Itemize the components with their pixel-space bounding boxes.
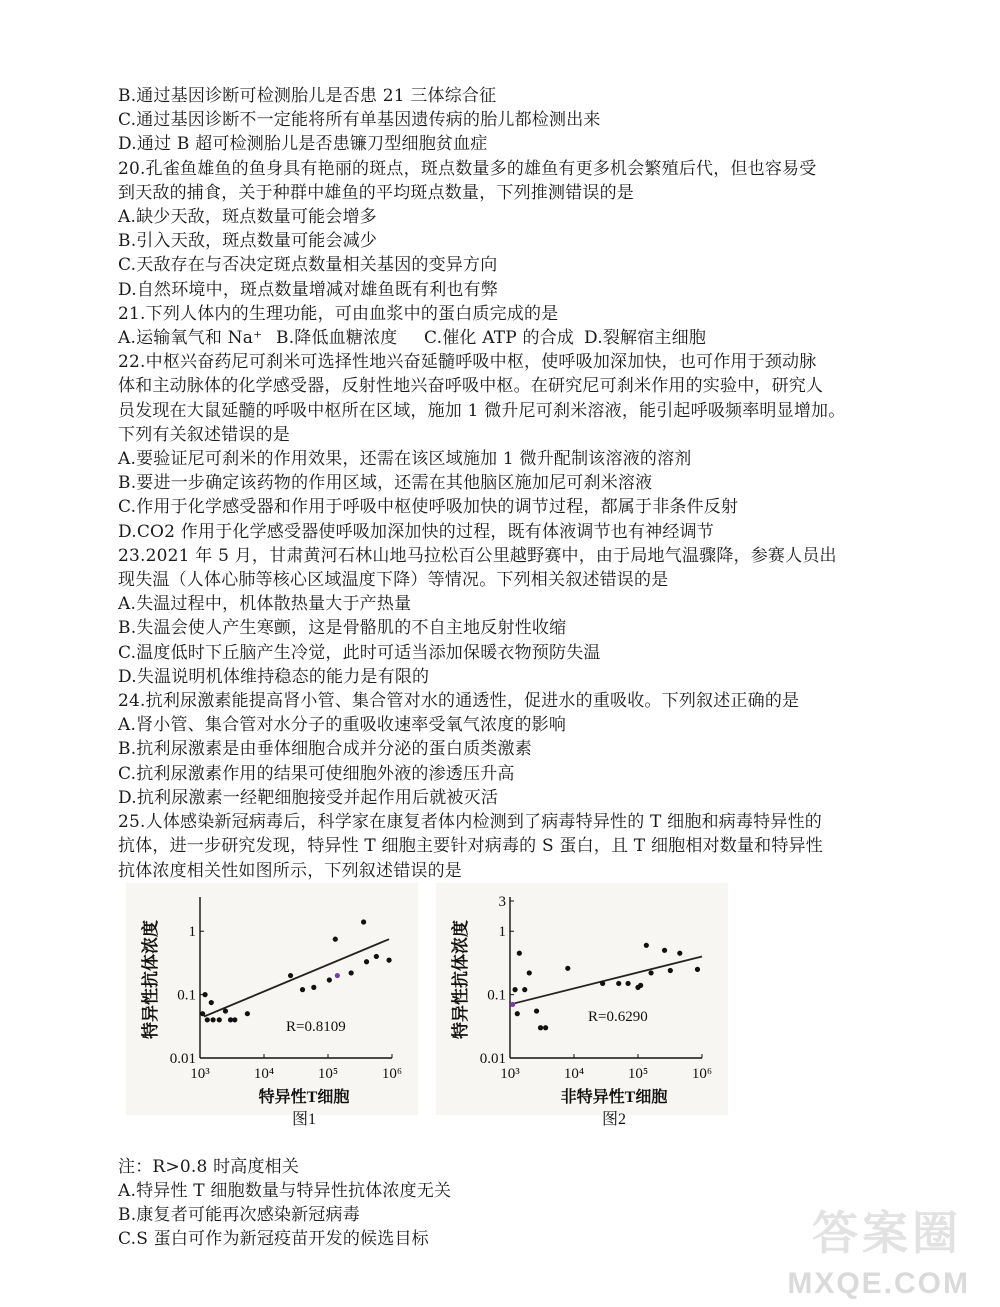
x-tick-label: 10³ [190,1065,210,1082]
y-tick-label: 0.1 [487,987,506,1004]
figures-row [118,883,908,1155]
question-block-top [118,84,908,326]
x-axis-label: 特异性T细胞 [258,1088,350,1106]
data-point [522,987,527,992]
y-tick-label: 3 [498,893,506,910]
text-line: D.通过 B 超可检测胎儿是否患镰刀型细胞贫血症 [118,134,488,155]
data-point [288,973,293,978]
q21-option-b: B.降低血糖浓度 [276,328,398,349]
exam-page [118,84,908,1252]
text-line: D.失温说明机体维持稳态的能力是有限的 [118,666,430,687]
question-block-mid [118,350,908,882]
text-line: 23.2021 年 5 月，甘肃黄河石林山地马拉松百公里越野赛中，由于局地气温骤降，参赛人员出 [118,545,837,566]
text-line: D.自然环境中，斑点数量增减对雄鱼既有利也有弊 [118,279,499,300]
figure-1 [122,883,422,1159]
text-line: C.通过基因诊断不一定能将所有单基因遗传病的胎儿都检测出来 [118,110,601,131]
data-point [668,968,673,973]
data-point [512,987,517,992]
data-point [327,977,332,982]
watermark-logo-text: 答案圈 [812,1206,962,1260]
text-line: A.肾小管、集合管对水分子的重吸收速率受氧气浓度的影响 [118,715,567,736]
data-point [515,1011,520,1016]
text-line: B.引入天敌，斑点数量可能会减少 [118,231,378,252]
x-tick-label: 10⁵ [317,1065,339,1082]
text-line: A.特异性 T 细胞数量与特异性抗体浓度无关 [118,1180,452,1201]
data-point [648,970,653,975]
text-line: 到天敌的捕食，关于种群中雄鱼的平均斑点数量，下列推测错误的是 [118,182,634,203]
data-point [662,947,667,952]
text-line: A.要验证尼可刹米的作用效果，还需在该区域施加 1 微升配制该溶液的溶剂 [118,449,692,470]
text-line: 注：R>0.8 时高度相关 [118,1156,300,1177]
text-line: A.失温过程中，机体散热量大于产热量 [118,594,412,615]
text-line: D.抗利尿激素一经靶细胞接受并起作用后就被灭活 [118,787,499,808]
data-point [245,1011,250,1016]
text-line: 20.孔雀鱼雄鱼的鱼身具有艳丽的斑点，斑点数量多的雄鱼有更多机会繁殖后代，但也容易受 [118,158,817,179]
question-block-bottom [118,1155,908,1252]
data-point [202,992,207,997]
text-line: B.康复者可能再次感染新冠病毒 [118,1205,360,1226]
watermark-url: MXQE.COM [787,1267,970,1300]
y-axis-label: 特异性抗体浓度 [451,919,470,1039]
data-point [374,954,379,959]
data-point [538,1025,543,1030]
q21-option-a: A.运输氧气和 Na⁺ [118,328,263,349]
text-line: 24.抗利尿激素能提高肾小管、集合管对水的通透性，促进水的重吸收。下列叙述正确的是 [118,691,800,712]
q21-option-c: C.催化 ATP 的合成 [424,328,575,349]
y-tick-label: 0.01 [169,1050,196,1067]
data-point [644,942,649,947]
text-line: C.作用于化学感受器和作用于呼吸中枢使呼吸加快的调节过程，都属于非条件反射 [118,497,739,518]
text-line: 抗体，进一步研究发现，特异性 T 细胞主要针对病毒的 S 蛋白，且 T 细胞相对数量和特异性 [118,836,823,857]
data-point [616,981,621,986]
data-point [517,950,522,955]
text-line: B.要进一步确定该药物的作用区域，还需在其他脑区施加尼可刹米溶液 [118,473,653,494]
data-point [205,1017,210,1022]
text-line: A.缺少天敌，斑点数量可能会增多 [118,207,377,228]
text-line: 体和主动脉体的化学感受器，反射性地兴奋呼吸中枢。在研究尼可刹米作用的实验中，研究人 [118,376,824,397]
data-point [364,959,369,964]
y-tick-label: 1 [188,923,196,940]
text-line: C.天敌存在与否决定斑点数量相关基因的变异方向 [118,255,498,276]
data-point [349,970,354,975]
data-point [311,985,316,990]
data-point [600,981,605,986]
x-tick-label: 10⁴ [253,1065,275,1082]
q21-options [118,326,908,350]
x-axis-label: 非特异性T细胞 [560,1088,668,1106]
text-line: B.通过基因诊断可检测胎儿是否患 21 三体综合征 [118,86,497,106]
r-value-annotation: R=0.8109 [286,1018,346,1035]
data-point [638,982,643,987]
text-line: 抗体浓度相关性如图所示，下列叙述错误的是 [118,860,462,881]
data-point [333,936,338,941]
r-value-annotation: R=0.6290 [588,1008,648,1025]
data-point [335,973,340,978]
data-point [223,1008,228,1013]
data-point [300,987,305,992]
x-tick-label: 10³ [500,1065,520,1082]
y-tick-label: 1 [498,923,506,940]
data-point [386,957,391,962]
figure-title: 图1 [291,1110,317,1128]
data-point [534,1008,539,1013]
text-line: D.CO2 作用于化学感受器使呼吸加深加快的过程，既有体液调节也有神经调节 [118,521,714,542]
data-point [695,967,700,972]
data-point [217,1017,222,1022]
x-tick-label: 10⁶ [691,1065,713,1082]
data-point [209,1000,214,1005]
data-point [625,981,630,986]
q21-option-d: D.裂解宿主细胞 [584,328,707,349]
text-line: 现失温（人体心肺等核心区域温度下降）等情况。下列相关叙述错误的是 [118,570,669,591]
figure-1-chart [122,883,422,1155]
data-point [565,965,570,970]
text-line: 22.中枢兴奋药尼可刹米可选择性地兴奋延髓呼吸中枢，使呼吸加深加快，也可作用于颈动脉 [118,352,817,373]
text-line: C.抗利尿激素作用的结果可使细胞外液的渗透压升高 [118,763,515,784]
data-point [200,1011,205,1016]
text-line: 25.人体感染新冠病毒后，科学家在康复者体内检测到了病毒特异性的 T 细胞和病毒特异性的 [118,812,822,833]
data-point [677,950,682,955]
data-point [232,1017,237,1022]
y-tick-label: 0.1 [177,987,196,1004]
text-line: C.温度低时下丘脑产生冷觉，此时可适当添加保暖衣物预防失温 [118,642,601,663]
y-axis-label: 特异性抗体浓度 [141,919,160,1039]
y-tick-label: 0.01 [479,1050,506,1067]
data-point [543,1025,548,1030]
data-point [210,1017,215,1022]
figure-title: 图2 [601,1110,627,1128]
data-point [510,1002,515,1007]
x-tick-label: 10⁶ [381,1065,403,1082]
x-tick-label: 10⁵ [627,1065,649,1082]
data-point [361,919,366,924]
text-line: C.S 蛋白可作为新冠疫苗开发的候选目标 [118,1229,429,1250]
text-line: B.失温会使人产生寒颤，这是骨骼肌的不自主地反射性收缩 [118,618,567,639]
text-line: 员发现在大鼠延髓的呼吸中枢所在区域，施加 1 微升尼可刹米溶液，能引起呼吸频率明显增加。 [118,400,846,421]
data-point [527,970,532,975]
figure-2 [432,883,732,1159]
text-line: 下列有关叙述错误的是 [118,424,290,445]
x-tick-label: 10⁴ [563,1065,585,1082]
text-line: B.抗利尿激素是由垂体细胞合成并分泌的蛋白质类激素 [118,739,532,760]
text-line: 21.下列人体内的生理功能，可由血浆中的蛋白质完成的是 [118,303,559,324]
figure-2-chart [432,883,732,1155]
